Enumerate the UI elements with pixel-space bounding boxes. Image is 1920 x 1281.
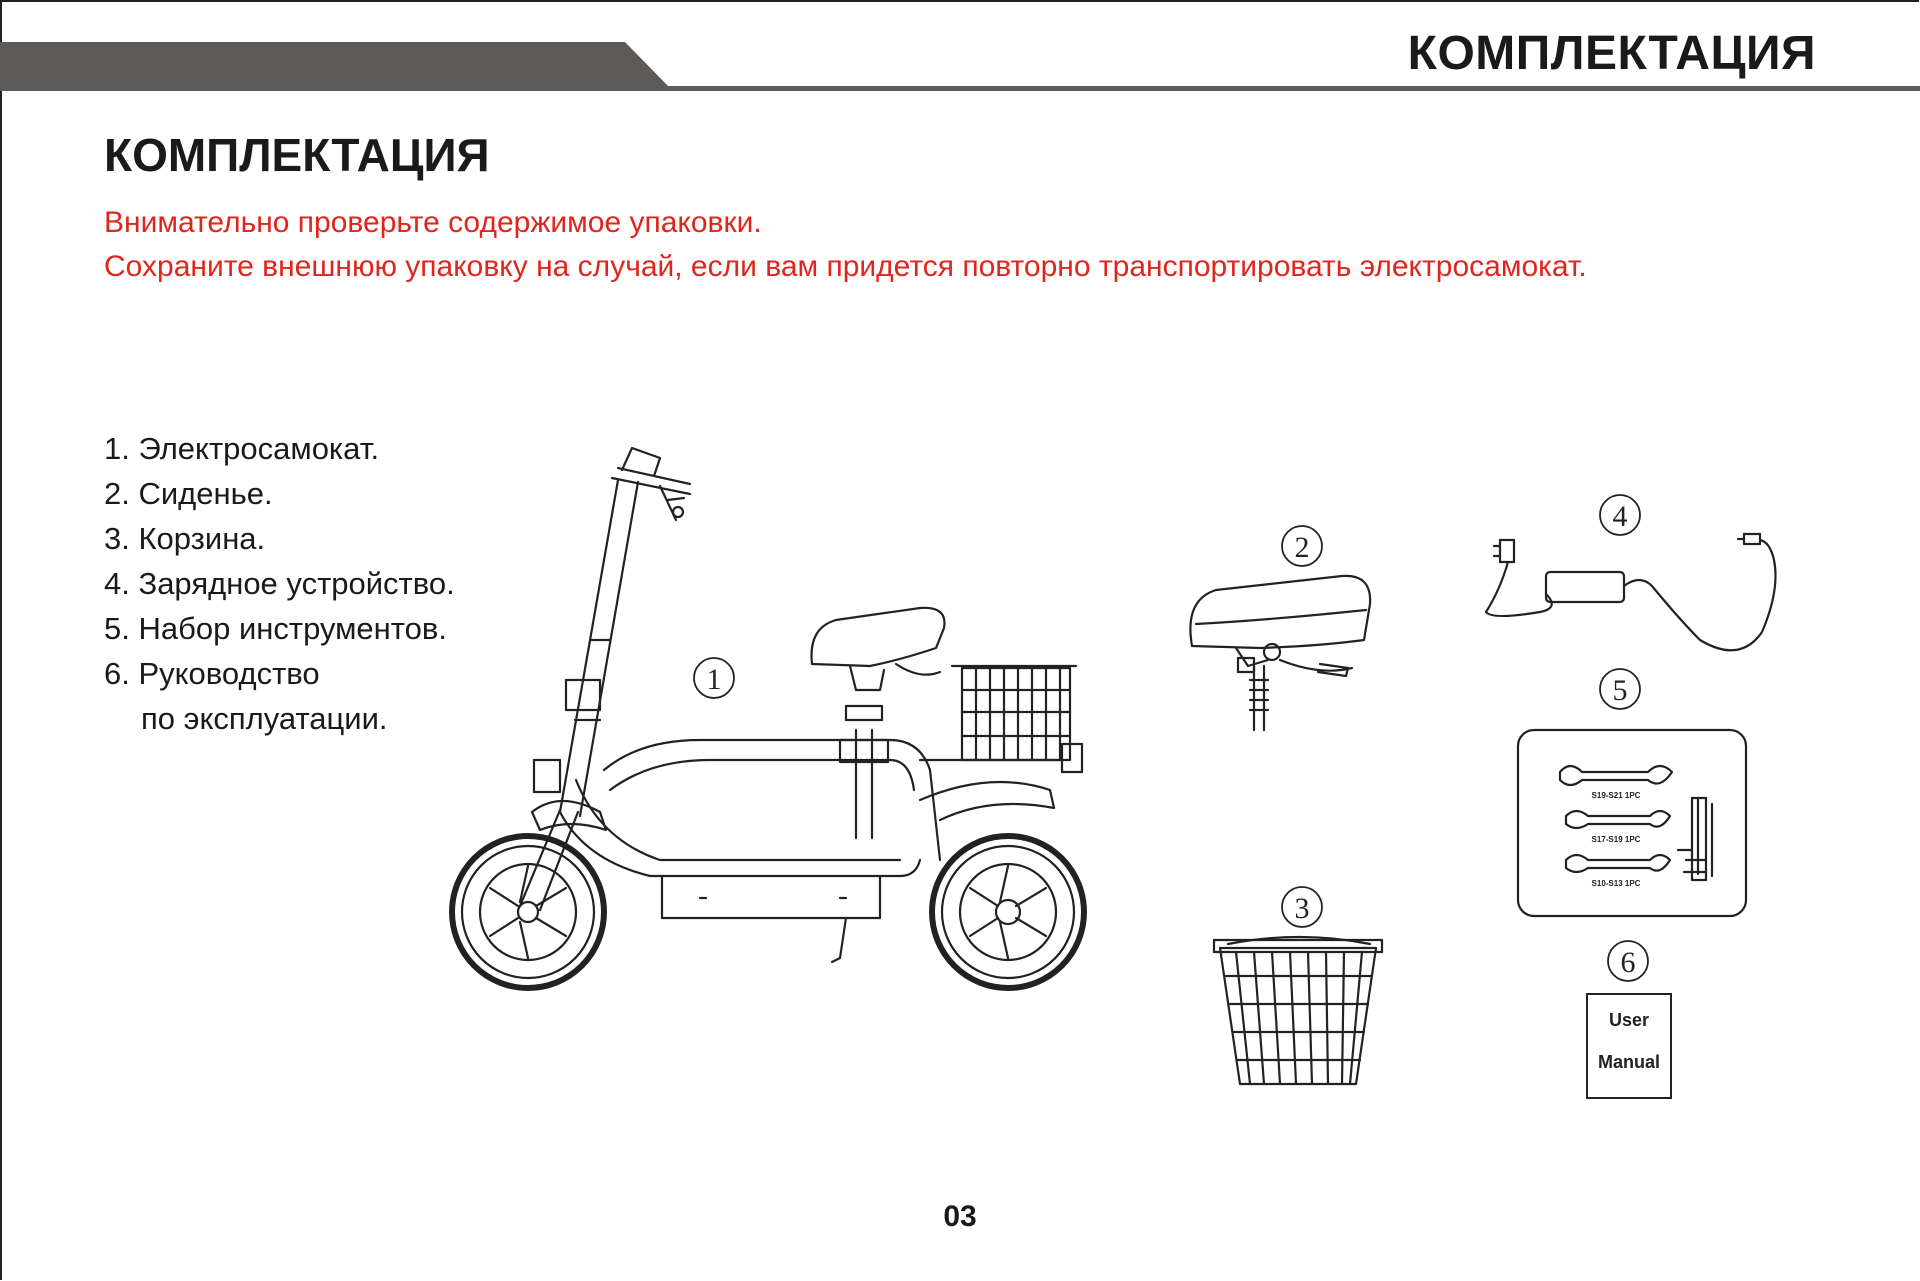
- list-item: 5. Набор инструментов.: [104, 611, 447, 646]
- basket-illustration: [1214, 937, 1382, 1084]
- wrench-label: S19-S21 1PC: [1591, 791, 1641, 800]
- callout-number: 5: [1612, 674, 1628, 707]
- callout-number: 3: [1294, 892, 1310, 925]
- manual-text: Manual: [1597, 1052, 1660, 1072]
- page-number: 03: [943, 1200, 977, 1233]
- list-item: 4. Зарядное устройство.: [104, 566, 455, 601]
- callout-number: 1: [706, 663, 722, 696]
- callout-number: 6: [1620, 946, 1636, 979]
- page-title: КОМПЛЕКТАЦИЯ: [104, 129, 490, 181]
- user-manual-illustration: [1586, 993, 1672, 1099]
- seat-illustration: [1190, 576, 1370, 730]
- notice-line-1: Внимательно проверьте содержимое упаковки.: [104, 206, 762, 239]
- header-title: КОМПЛЕКТАЦИЯ: [1407, 27, 1816, 80]
- manual-text: User: [1608, 1010, 1650, 1030]
- scooter-illustration: [452, 448, 1084, 988]
- callout-number: 2: [1294, 531, 1310, 564]
- list-item: 2. Сиденье.: [104, 476, 273, 511]
- callout-number: 4: [1612, 500, 1628, 533]
- list-item: по эксплуатации.: [141, 701, 388, 736]
- notice-line-2: Сохраните внешнюю упаковку на случай, если вам придется повторно транспортировать электросамокат.: [104, 250, 1587, 283]
- charger-illustration: [1486, 534, 1776, 650]
- toolkit-illustration: [1518, 730, 1746, 916]
- list-item: 1. Электросамокат.: [104, 431, 380, 466]
- list-item: 6. Руководство: [104, 656, 320, 691]
- wrench-label: S10-S13 1PC: [1591, 879, 1641, 888]
- list-item: 3. Корзина.: [104, 521, 266, 556]
- wrench-label: S17-S19 1PC: [1591, 835, 1641, 844]
